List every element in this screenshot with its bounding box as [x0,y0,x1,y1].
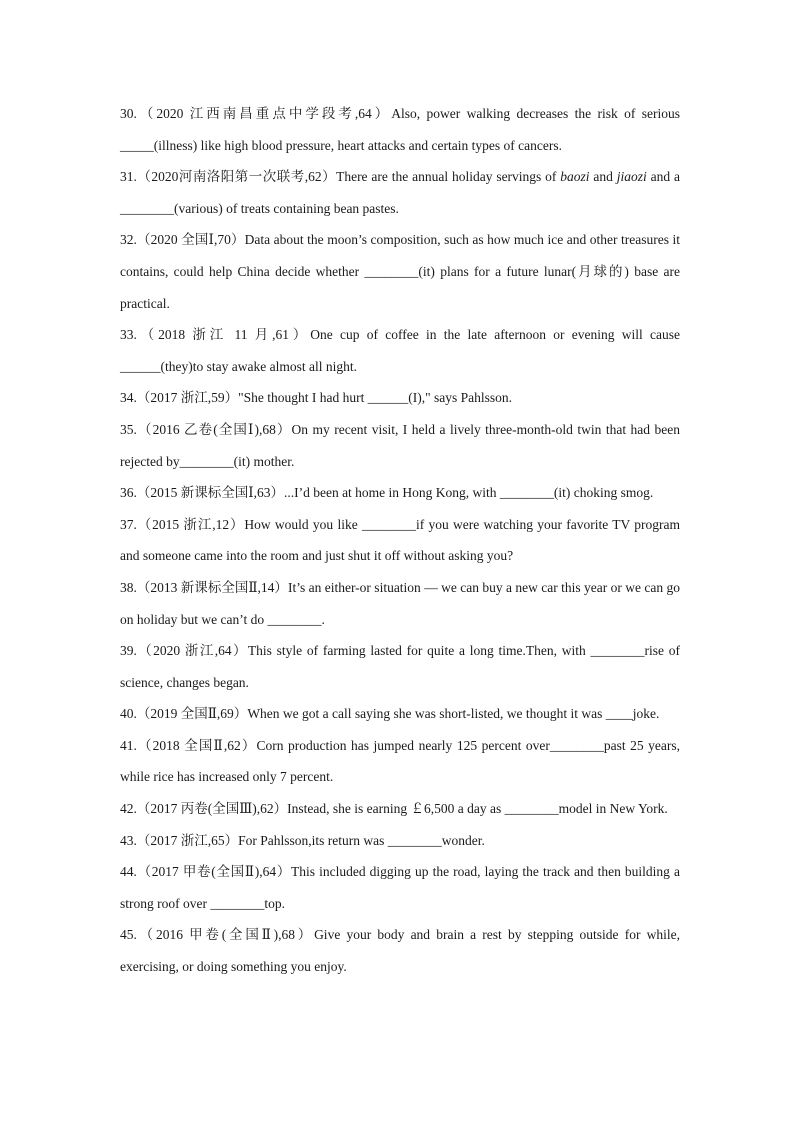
question-source: （2017 丙卷(全国Ⅲ),62） [136,801,288,817]
question-text: There are the annual holiday servings of [336,169,561,185]
question-text: One cup of coffee in the late afternoon or evening will cause ______(they)to stay awake almost all night. [120,327,680,374]
question-source: （2018 浙江 11 月,61） [136,327,311,343]
question-41 [120,730,680,793]
question-source: （2020 浙江,64） [136,643,248,659]
question-text: ...I’d been at home in Hong Kong, with ________(it) choking smog. [283,485,654,501]
question-number: 33. [120,327,137,343]
question-40 [120,698,680,730]
question-number: 36. [120,485,137,501]
question-30 [120,98,680,161]
question-source: （2018 全国Ⅱ,62） [136,737,257,753]
question-source: （2013 新课标全国Ⅱ,14） [136,579,288,595]
question-number: 39. [120,643,137,659]
question-text: Give your body and brain a rest by stepping outside for while, exercising, or doing something you enjoy. [120,927,681,975]
question-text: It’s an either-or situation — we can buy a new car this year or we can go on holiday but we can’t do ________. [120,579,680,627]
question-source: （2020 江西南昌重点中学段考,64） [136,106,392,121]
question-number: 37. [120,516,137,532]
question-38 [120,572,680,635]
question-source: （2015 新课标全国Ⅰ,63） [136,485,284,501]
question-text: "She thought I had hurt ______(I)," says Pahlsson. [238,390,513,406]
question-text: When we got a call saying she was short-listed, we thought it was ____joke. [247,706,660,722]
question-text: This style of farming lasted for quite a long time.Then, with ________rise of science, changes began. [120,643,680,690]
question-number: 35. [120,421,137,437]
question-source: （2017 浙江,59） [136,390,239,406]
question-source: （2019 全国Ⅱ,69） [136,706,248,722]
question-43 [120,825,680,857]
italic-term-baozi: baozi [560,169,590,185]
question-source: （2017 甲卷(全国Ⅱ),64） [136,864,292,880]
question-text: and a ________(various) of treats containing bean pastes. [120,169,681,216]
question-text: This included digging up the road, laying the track and then building a strong roof over ________top. [120,864,680,911]
question-source: （2017 浙江,65） [136,832,239,848]
question-text: Instead, she is earning ￡6,500 a day as ________model in New York. [287,801,668,817]
question-source: （2016 乙卷(全国Ⅰ),68） [136,421,292,437]
question-source: （2015 浙江,12） [136,516,245,532]
question-number: 45. [120,927,137,943]
question-number: 38. [120,579,137,595]
question-number: 31. [120,169,137,185]
question-text: On my recent visit, I held a lively three-month-old twin that had been rejected by________(it) mother. [120,421,681,469]
question-source: （2020河南洛阳第一次联考,62） [136,169,337,185]
question-44 [120,856,680,919]
question-text: Also, power walking decreases the risk of serious _____(illness) like high blood pressure, heart attacks and certain types of cancers. [120,106,681,153]
question-39 [120,635,680,698]
question-text: and [589,169,617,185]
question-source: （2020 全国Ⅰ,70） [136,232,245,248]
question-number: 40. [120,706,137,722]
question-number: 34. [120,390,137,406]
question-31 [120,161,680,224]
question-list [120,98,680,983]
question-33 [120,319,680,382]
question-number: 41. [120,737,137,753]
question-text: For Pahlsson,its return was ________wonder. [238,832,485,848]
question-number: 32. [120,232,137,248]
question-34 [120,382,680,414]
question-text: Data about the moon’s composition, such as how much ice and other treasures it contains, could help China decide whether ________(it) plans for a future lunar(月球的) base are practical. [120,232,680,311]
question-45 [120,919,680,982]
italic-term-jiaozi: jiaozi [616,169,647,185]
question-number: 44. [120,864,137,880]
question-number: 42. [120,801,137,817]
question-number: 30. [120,106,137,121]
question-42 [120,793,680,825]
question-source: （2016 甲卷(全国Ⅱ),68） [136,927,315,943]
question-number: 43. [120,832,137,848]
question-36 [120,477,680,509]
question-text: How would you like ________if you were watching your favorite TV program and someone came into the room and just shut it off without asking you? [120,516,681,564]
question-37 [120,509,680,572]
question-text: Corn production has jumped nearly 125 percent over________past 25 years, while rice has increased only 7 percent. [120,737,680,785]
question-32 [120,224,680,319]
question-35 [120,414,680,477]
